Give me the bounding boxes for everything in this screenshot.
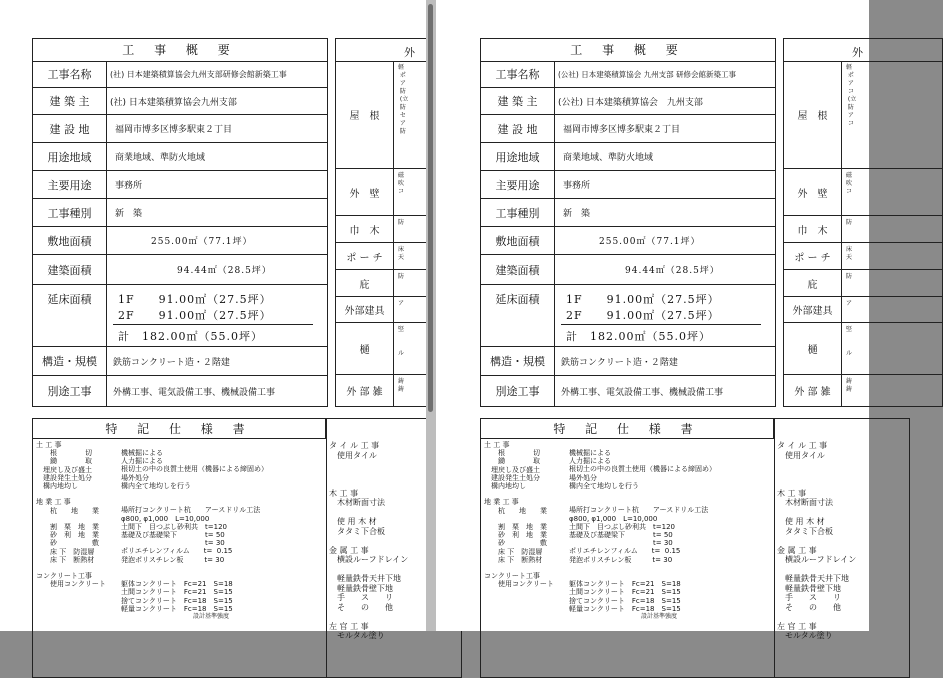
ext-row-roof: 屋 根 軽 ポ ア コ (立 防 ア コ (784, 61, 942, 169)
row-site-area: 敷地面積 255.00㎡（77.1坪） (481, 227, 775, 255)
row-floor-area: 延床面積 1F 91.00㎡（27.5坪） 2F 91.00㎡（27.5坪） 計 182.00㎡（55.0坪） (481, 285, 775, 347)
pane-scrollbar[interactable] (426, 0, 436, 631)
row-structure: 構造・規模 鉄筋コンクリート造・２階建 (481, 347, 775, 376)
row-work-type: 工事種別 新 築 (33, 199, 327, 227)
row-client: 建 築 主 (公社) 日本建築積算協会 九州支部 (481, 88, 775, 115)
spec-divider (774, 419, 775, 677)
row-structure: 構造・規模 鉄筋コンクリート造・２階建 (33, 347, 327, 376)
ext-row-baseboard: 巾 木 防 (336, 216, 494, 243)
spec-left-labels: 土 工 事 根 切 鋤 取 埋戻し及び盛土 建設発生土処分 構内地均し 地 業 工 事 杭 地 業 割 栗 地 業 砂 利 地 業 砂 敷 床 下 防湿層 床 下 断熱材 コンクリート工事 使用コンクリート (484, 441, 554, 589)
sum-line (561, 324, 761, 325)
row-zoning: 用途地域 商業地域、準防火地域 (481, 143, 775, 171)
scrollbar-thumb[interactable] (428, 4, 433, 412)
ext-row-porch: ポ ー チ 床 天 (784, 243, 942, 270)
row-site: 建 設 地 福岡市博多区博多駅東２丁目 (481, 115, 775, 143)
spec-left-values: 機械掘による 人力掘による 根切土の中の良質土使用（機器による締固め） 場外処分 構内全て地均しを行う 場所打コンクリート杭 アースドリル工法 φ800, φ1,000 L=10,000 土間下 目つぶし砂利共 t=120 基礎及び基礎梁下 t= 50 t= 30 ポリエチレンフィルム t= 0.15 発泡ポリスチレン板 t= 30 躯体コンクリート Fc=21 S=18 土間コンクリート Fc=21 S=15 捨てコンクリート Fc=18 S=15 軽量コンクリート Fc=18 S=15 (569, 449, 716, 613)
row-use: 主要用途 事務所 (481, 171, 775, 199)
row-site-area: 敷地面積 255.00㎡（77.1坪） (33, 227, 327, 255)
row-use: 主要用途 事務所 (33, 171, 327, 199)
row-work-type: 工事種別 新 築 (481, 199, 775, 227)
row-building-area: 建築面積 94.44㎡（28.5坪） (481, 255, 775, 285)
row-zoning: 用途地域 商業地域、準防火地域 (33, 143, 327, 171)
ext-row-wall: 外 壁 磁 吹 コ (336, 169, 494, 216)
overview-title: 工 事 概 要 (33, 39, 327, 62)
spec-left-labels: 土 工 事 根 切 鋤 取 埋戻し及び盛土 建設発生土処分 構内地均し 地 業 工 事 杭 地 業 割 栗 地 業 砂 利 地 業 砂 敷 床 下 防湿層 床 下 断熱材 コンクリート工事 使用コンクリート (36, 441, 106, 589)
ext-row-gutter: 樋 堅 ル (336, 323, 494, 375)
left-document-pane[interactable] (0, 0, 426, 640)
row-building-area: 建築面積 94.44㎡（28.5坪） (33, 255, 327, 285)
right-document-pane[interactable] (436, 0, 869, 640)
ext-row-porch: ポ ー チ 床 天 (336, 243, 494, 270)
ext-row-roof: 屋 根 軽 ポ ア 防 (立 防 セ ア 防 (336, 61, 494, 169)
ext-row-baseboard: 巾 木 防 (784, 216, 942, 243)
spec-design-strength: 設計基準強度 (193, 613, 230, 620)
row-separate-work: 別途工事 外構工事、電気設備工事、機械設備工事 (33, 376, 327, 406)
exterior-finish-table (783, 38, 943, 407)
ext-row-fittings: 外部建具 ア (336, 297, 494, 323)
spec-title: 特 記 仕 様 書 (481, 419, 774, 439)
spec-divider (326, 419, 327, 677)
exterior-title: 外 (784, 39, 942, 62)
row-client: 建 築 主 (社) 日本建築積算協会九州支部 (33, 88, 327, 115)
overview-table (32, 38, 328, 407)
special-spec-table (480, 418, 910, 678)
row-project-name: 工事名称 (社) 日本建築積算協会九州支部研修会館新築工事 (33, 61, 327, 88)
spec-right-text: タ イ ル 工 事 使用タイル 木 工 事 木材断面寸法 使 用 木 材 タタミ下合板 金 属 工 事 横設ルーフドレイン 軽量鉄骨天井下地 軽量鉄骨壁下地 手 ス リ そ の 他 左 官 工 事 モルタル塗り (777, 441, 857, 640)
special-spec-table (32, 418, 462, 678)
ext-row-eaves: 庇 防 (784, 270, 942, 297)
overview-title: 工 事 概 要 (481, 39, 775, 62)
row-separate-work: 別途工事 外構工事、電気設備工事、機械設備工事 (481, 376, 775, 406)
ext-row-wall: 外 壁 磁 吹 コ (784, 169, 942, 216)
row-project-name: 工事名称 (公社) 日本建築積算協会 九州支部 研修会館新築工事 (481, 61, 775, 88)
row-site: 建 設 地 福岡市博多区博多駅東２丁目 (33, 115, 327, 143)
ext-row-eaves: 庇 防 (336, 270, 494, 297)
row-floor-area: 延床面積 1F 91.00㎡（27.5坪） 2F 91.00㎡（27.5坪） 計 182.00㎡（55.0坪） (33, 285, 327, 347)
overview-table (480, 38, 776, 407)
ext-row-fittings: 外部建具 ア (784, 297, 942, 323)
spec-left-values: 機械掘による 人力掘による 根切土の中の良質土使用（機器による締固め） 場外処分 構内全て地均しを行う 場所打コンクリート杭 アースドリル工法 φ800, φ1,000 L=10,000 土間下 目つぶし砂利共 t=120 基礎及び基礎梁下 t= 50 t= 30 ポリエチレンフィルム t= 0.15 発泡ポリスチレン板 t= 30 躯体コンクリート Fc=21 S=18 土間コンクリート Fc=21 S=15 捨てコンクリート Fc=18 S=15 軽量コンクリート Fc=18 S=15 (121, 449, 268, 613)
ext-row-misc: 外 部 雑 鋳 鋳 (336, 375, 494, 406)
spec-title: 特 記 仕 様 書 (33, 419, 326, 439)
spec-design-strength: 設計基準強度 (641, 613, 678, 620)
sum-line (113, 324, 313, 325)
exterior-title: 外 (336, 39, 494, 62)
ext-row-gutter: 樋 堅 ル (784, 323, 942, 375)
spec-right-text: タ イ ル 工 事 使用タイル 木 工 事 木材断面寸法 使 用 木 材 タタミ下合板 金 属 工 事 横設ルーフドレイン 軽量鉄骨天井下地 軽量鉄骨壁下地 手 ス リ そ の 他 左 官 工 事 モルタル塗り (329, 441, 409, 640)
ext-row-misc: 外 部 雑 鋳 鋳 (784, 375, 942, 406)
